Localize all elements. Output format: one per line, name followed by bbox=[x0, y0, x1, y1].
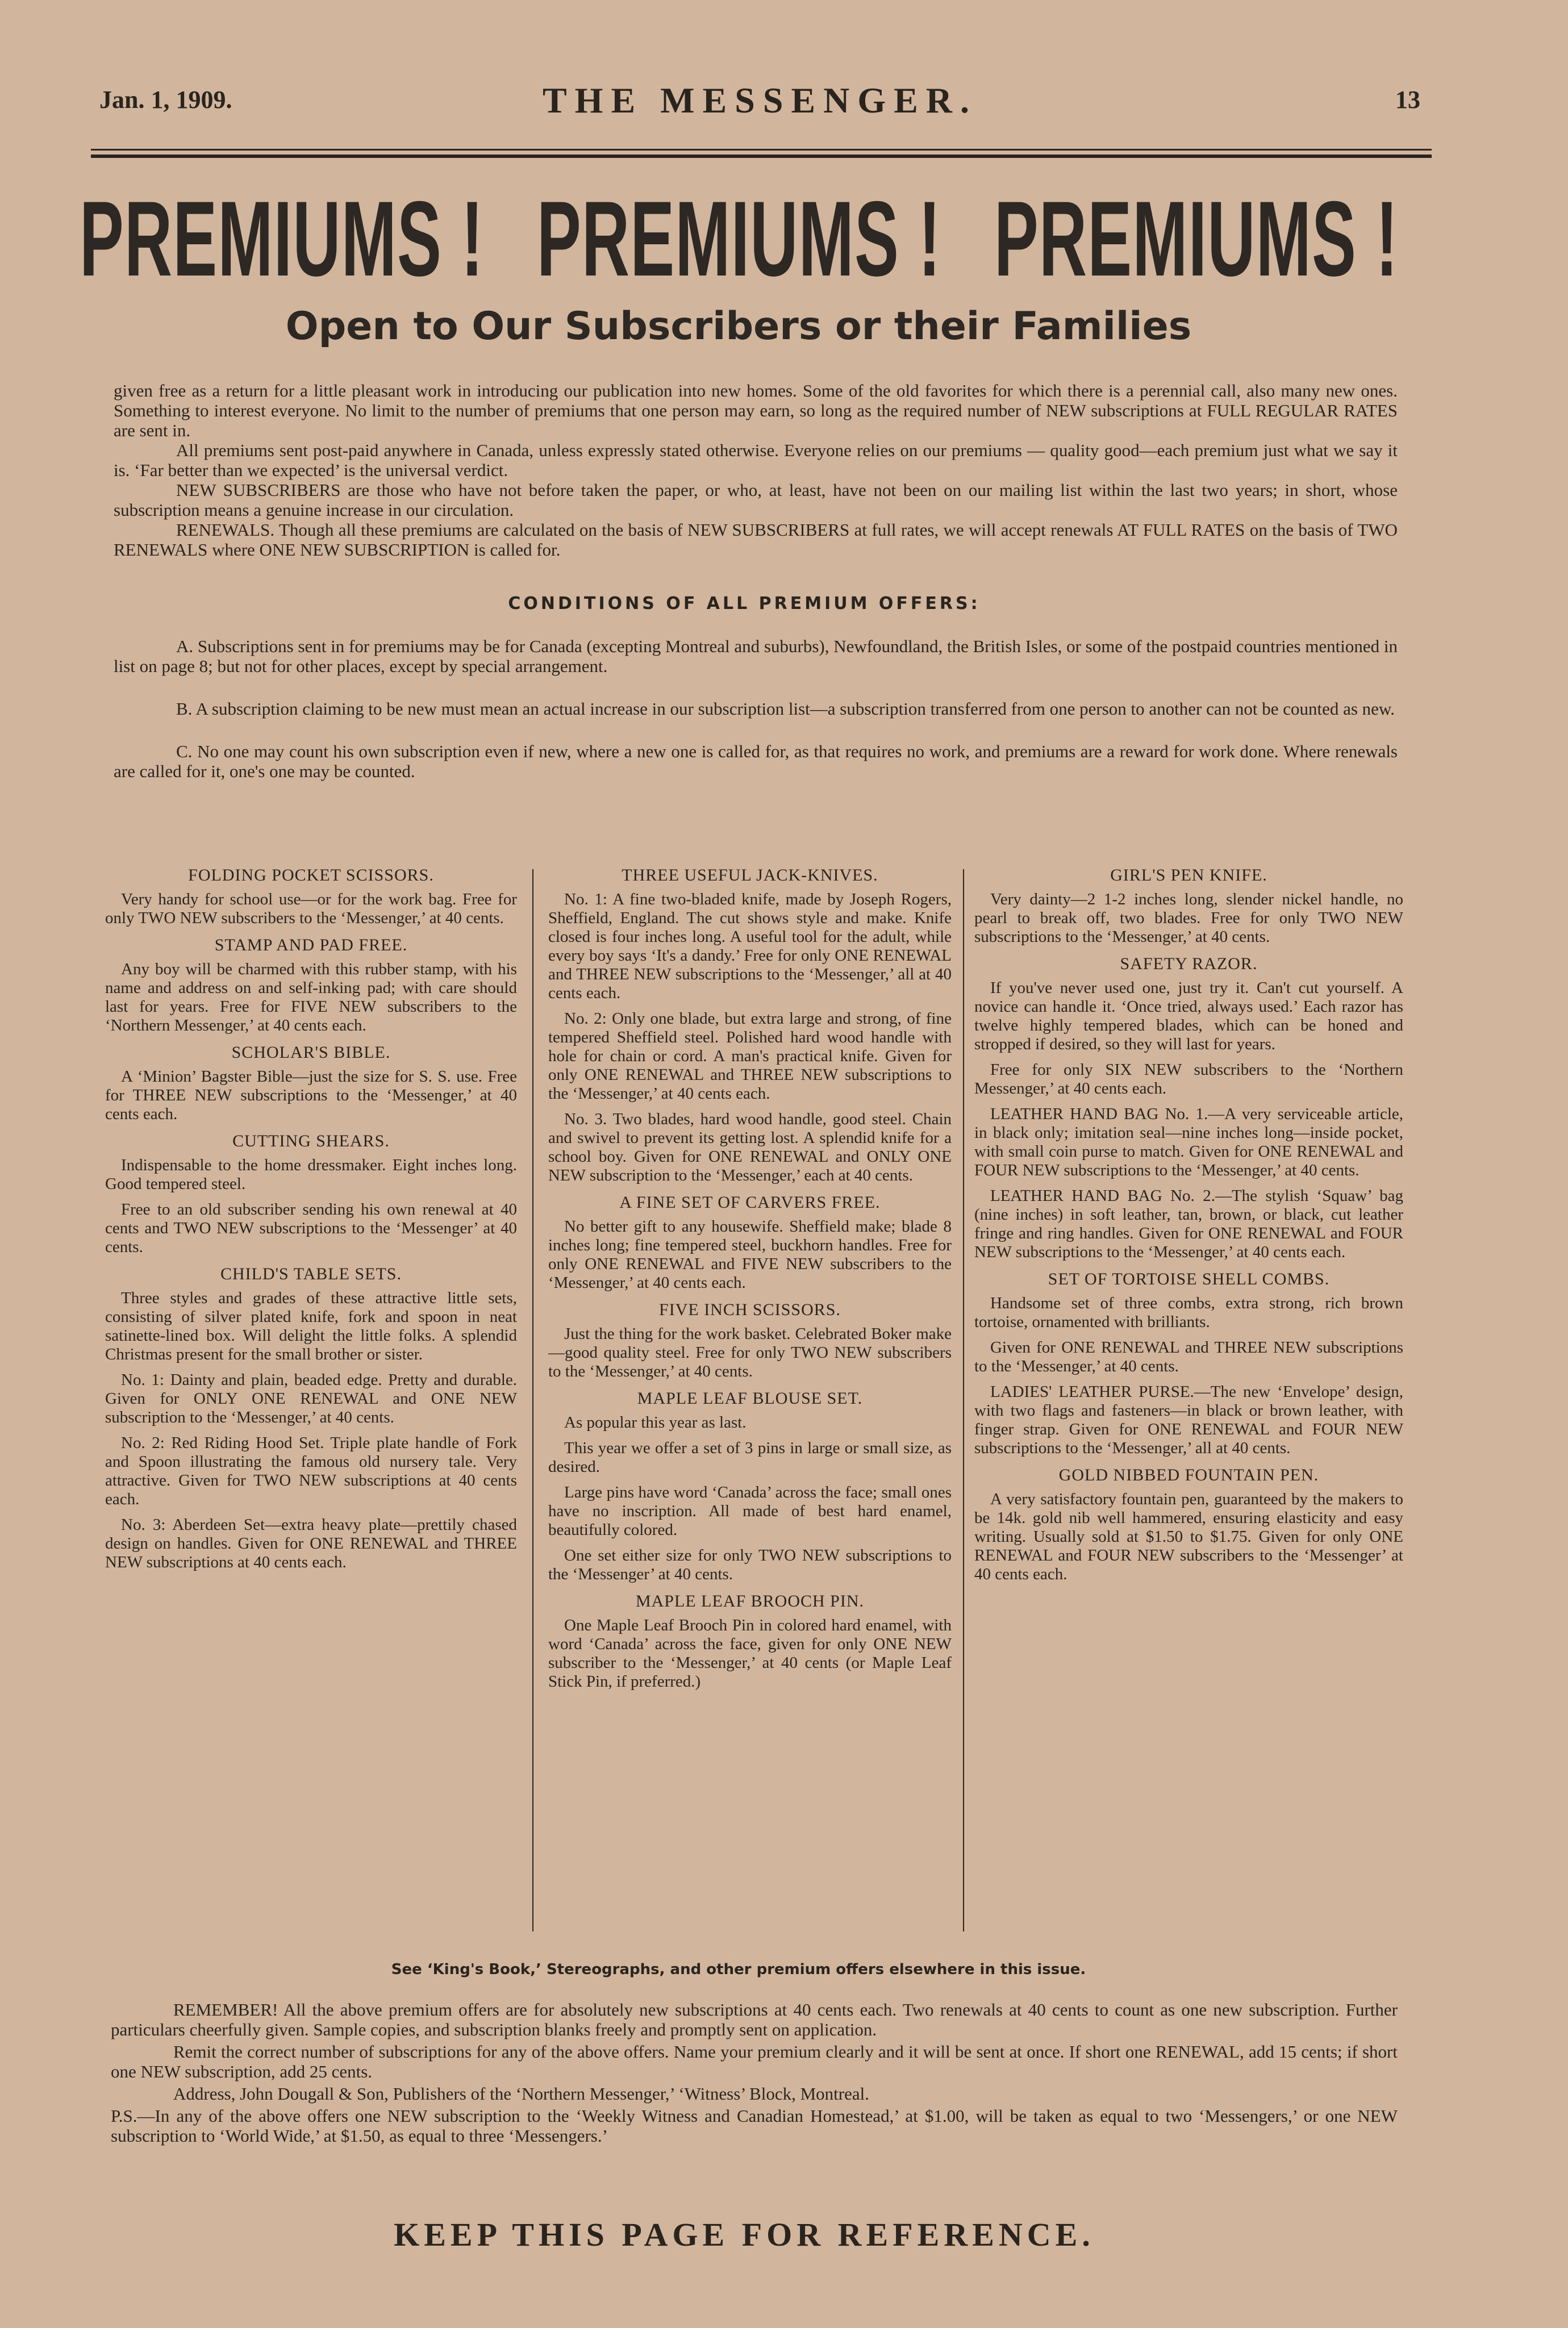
item-text: Free for only SIX NEW subscribers to the ‘Northern Messenger,’ at 40 cents each. bbox=[974, 1061, 1403, 1098]
banner-word-2: PREMIUMS ! bbox=[537, 179, 941, 298]
item-text: LEATHER HAND BAG No. 1.—A very serviceable article, in black only; imitation seal—nine inches long—inside pocket, with small coin purse to match. Given for ONE RENEWAL and FOUR NEW subscriptions to the ‘Messenger,’ at 40 cents. bbox=[974, 1105, 1403, 1179]
item-text: Free to an old subscriber sending his own renewal at 40 cents and TWO NEW subscriptions to the ‘Messenger’ at 40 cents. bbox=[105, 1200, 517, 1256]
item-title: MAPLE LEAF BROOCH PIN. bbox=[635, 1592, 865, 1611]
premiums-banner bbox=[80, 179, 1437, 298]
item-title: MAPLE LEAF BLOUSE SET. bbox=[637, 1389, 863, 1408]
item-title: FOLDING POCKET SCISSORS. bbox=[188, 866, 434, 885]
see-also-note: See ‘King's Book,’ Stereographs, and other premium offers elsewhere in this issue. bbox=[391, 1961, 1086, 1978]
item-title: SET OF TORTOISE SHELL COMBS. bbox=[1048, 1270, 1330, 1288]
item-text: No. 1: Dainty and plain, beaded edge. Pretty and durable. Given for ONLY ONE RENEWAL and ONE NEW subscription to the ‘Messenger,’ at 40 cents. bbox=[105, 1371, 517, 1426]
intro-text bbox=[114, 381, 1398, 560]
issue-date: Jan. 1, 1909. bbox=[99, 86, 232, 114]
column-2 bbox=[548, 858, 952, 1943]
column-divider bbox=[963, 869, 964, 1931]
closing-paragraph: P.S.—In any of the above offers one NEW subscription to the ‘Weekly Witness and Canadian Homestead,’ at $1.00, will be taken as equal to two ‘Messengers,’ or one NEW subscription to ‘World Wide,’ at $1.50, as equal to three ‘Messengers.’ bbox=[111, 2106, 1398, 2146]
item-title: SAFETY RAZOR. bbox=[1120, 954, 1258, 973]
item-text: One Maple Leaf Brooch Pin in colored hard enamel, with word ‘Canada’ across the face, given for only ONE NEW subscriber to the ‘Messenger,’ at 40 cents (or Maple Leaf Stick Pin, if preferred.) bbox=[548, 1616, 952, 1691]
item-text: No. 3: Aberdeen Set—extra heavy plate—prettily chased design on handles. Given for ONE RENEWAL and THREE NEW subscriptions at 40 cents each. bbox=[105, 1516, 517, 1571]
subtitle: Open to Our Subscribers or their Families bbox=[285, 304, 1192, 349]
item-title: GOLD NIBBED FOUNTAIN PEN. bbox=[1058, 1466, 1319, 1484]
item-text: Large pins have word ‘Canada’ across the face; small ones have no inscription. All made of best hard enamel, beautifully colored. bbox=[548, 1483, 952, 1539]
item-text: A ‘Minion’ Bagster Bible—just the size for S. S. use. Free for THREE NEW subscriptions to the ‘Messenger,’ at 40 cents each. bbox=[105, 1067, 517, 1123]
header-rule-thick bbox=[91, 155, 1432, 158]
condition-b: B. A subscription claiming to be new must mean an actual increase in our subscription list—a subscription transferred from one person to another can not be counted as new. bbox=[176, 699, 1395, 719]
banner-word-1: PREMIUMS ! bbox=[80, 179, 484, 298]
condition-a: A. Subscriptions sent in for premiums may be for Canada (excepting Montreal and suburbs), Newfoundland, the British Isles, or some of the postpaid countries mentioned in list on page 8; but not for other places, except by special arrangement. bbox=[114, 636, 1398, 676]
item-text: No. 3. Two blades, hard wood handle, good steel. Chain and swivel to prevent its getting lost. A splendid knife for a school boy. Given for ONE RENEWAL and ONLY ONE NEW subscription to the ‘Messenger,’ each at 40 cents. bbox=[548, 1110, 952, 1184]
column-divider bbox=[532, 869, 533, 1931]
condition-c: C. No one may count his own subscription even if new, where a new one is called for, as that requires no work, and premiums are a reward for work done. Where renewals are called for it, one's one may be counted. bbox=[114, 741, 1398, 781]
conditions-heading: CONDITIONS OF ALL PREMIUM OFFERS: bbox=[508, 594, 981, 614]
item-title: SCHOLAR'S BIBLE. bbox=[231, 1043, 391, 1062]
item-text: LEATHER HAND BAG No. 2.—The stylish ‘Squaw’ bag (nine inches) in soft leather, tan, brown, or black, cut leather fringe and ring handles. Given for ONE RENEWAL and FOUR NEW subscriptions to the ‘Messenger,’ at 40 cents each. bbox=[974, 1187, 1403, 1261]
column-1 bbox=[105, 858, 517, 1943]
item-title: CUTTING SHEARS. bbox=[232, 1132, 390, 1150]
item-title: A FINE SET OF CARVERS FREE. bbox=[619, 1193, 881, 1212]
item-title: THREE USEFUL JACK-KNIVES. bbox=[622, 866, 878, 885]
item-text: No. 2: Red Riding Hood Set. Triple plate handle of Fork and Spoon illustrating the famous old nursery tale. Very attractive. Given for TWO NEW subscriptions at 40 cents each. bbox=[105, 1434, 517, 1508]
item-text: Very handy for school use—or for the work bag. Free for only TWO NEW subscribers to the ‘Messenger,’ at 40 cents. bbox=[105, 890, 517, 927]
item-text: This year we offer a set of 3 pins in large or small size, as desired. bbox=[548, 1439, 952, 1476]
newspaper-title: THE MESSENGER. bbox=[542, 80, 978, 120]
item-title: STAMP AND PAD FREE. bbox=[214, 936, 408, 954]
item-title: CHILD'S TABLE SETS. bbox=[220, 1265, 402, 1283]
footer-banner: KEEP THIS PAGE FOR REFERENCE. bbox=[394, 2216, 1095, 2253]
item-text: Just the thing for the work basket. Celebrated Boker make—good quality steel. Free for only TWO NEW subscribers to the ‘Messenger,’ at 40 cents. bbox=[548, 1325, 952, 1380]
item-text: If you've never used one, just try it. Can't cut yourself. A novice can handle it. ‘Once tried, always used.’ Each razor has twelve highly tempered blades, which can be honed and stropped if desired, so they will last for years. bbox=[974, 979, 1403, 1053]
conditions-list bbox=[114, 636, 1398, 804]
item-text: No better gift to any housewife. Sheffield make; blade 8 inches long; fine tempered steel, buckhorn handles. Free for only ONE RENEWAL and FIVE NEW subscribers to the ‘Messenger,’ at 40 cents each. bbox=[548, 1217, 952, 1292]
header-rule-thin bbox=[91, 149, 1432, 151]
item-text: Any boy will be charmed with this rubber stamp, with his name and address on and self-inking pad; with care should last for years. Free for FIVE NEW subscribers to the ‘Northern Messenger,’ at 40 cents each. bbox=[105, 960, 517, 1034]
closing-paragraph: Remit the correct number of subscriptions for any of the above offers. Name your premium clearly and it will be sent at once. If short one RENEWAL, add 15 cents; if short one NEW subscription, add 25 cents. bbox=[111, 2042, 1398, 2081]
item-text: No. 1: A fine two-bladed knife, made by Joseph Rogers, Sheffield, England. The cut shows style and make. Knife closed is four inches long. A useful tool for the adult, while every boy says ‘It's a dandy.’ Free for only ONE RENEWAL and THREE NEW subscriptions to the ‘Messenger,’ all at 40 cents each. bbox=[548, 890, 952, 1002]
item-text: Handsome set of three combs, extra strong, rich brown tortoise, ornamented with brilliants. bbox=[974, 1294, 1403, 1331]
closing-text bbox=[111, 2000, 1398, 2148]
item-text: Given for ONE RENEWAL and THREE NEW subscriptions to the ‘Messenger,’ at 40 cents. bbox=[974, 1338, 1403, 1375]
intro-paragraph: given free as a return for a little pleasant work in introducing our publication into new homes. Some of the old favorites for which there is a perennial call, also many new ones. Something to interest everyone. No limit to the number of premiums that one person may earn, so long as the required number of NEW subscriptions at FULL REGULAR RATES are sent in. bbox=[114, 381, 1398, 440]
item-text: A very satisfactory fountain pen, guaranteed by the makers to be 14k. gold nib well hammered, ensuring elasticity and easy writing. Usually sold at $1.50 to $1.75. Given for only ONE RENEWAL and FOUR NEW subscribers to the ‘Messenger’ at 40 cents each. bbox=[974, 1490, 1403, 1583]
item-text: Three styles and grades of these attractive little sets, consisting of silver plated knife, fork and spoon in neat satinette-lined box. Will delight the little folks. A splendid Christmas present for the small brother or sister. bbox=[105, 1289, 517, 1363]
closing-paragraph: Address, John Dougall & Son, Publishers of the ‘Northern Messenger,’ ‘Witness’ Block, Montreal. bbox=[173, 2084, 869, 2104]
item-text: No. 2: Only one blade, but extra large and strong, of fine tempered Sheffield steel. Polished hard wood handle with hole for chain or cord. A man's practical knife. Given for only ONE RENEWAL and THREE NEW subscriptions to the ‘Messenger,’ at 40 cents each. bbox=[548, 1009, 952, 1103]
item-text: One set either size for only TWO NEW subscriptions to the ‘Messenger’ at 40 cents. bbox=[548, 1546, 952, 1583]
intro-paragraph: RENEWALS. Though all these premiums are calculated on the basis of NEW SUBSCRIBERS at full rates, we will accept renewals AT FULL RATES on the basis of TWO RENEWALS where ONE NEW SUBSCRIPTION is called for. bbox=[114, 520, 1398, 560]
page-header bbox=[99, 80, 1420, 131]
item-text: Very dainty—2 1-2 inches long, slender nickel handle, no pearl to break off, two blades. Free for only TWO NEW subscriptions to the ‘Messenger,’ at 40 cents. bbox=[974, 890, 1403, 946]
item-title: GIRL'S PEN KNIFE. bbox=[1110, 866, 1267, 885]
intro-paragraph: NEW SUBSCRIBERS are those who have not before taken the paper, or who, at least, have not been on our mailing list within the last two years; in short, whose subscription means a genuine increase in our circulation. bbox=[114, 480, 1398, 520]
item-text: LADIES' LEATHER PURSE.—The new ‘Envelope’ design, with two flags and fasteners—in black or brown leather, with finger strap. Given for ONE RENEWAL and FOUR NEW subscriptions to the ‘Messenger,’ all at 40 cents. bbox=[974, 1383, 1403, 1457]
column-3 bbox=[974, 858, 1403, 1943]
closing-paragraph: REMEMBER! All the above premium offers are for absolutely new subscriptions at 40 cents each. Two renewals at 40 cents to count as one new subscription. Further particulars cheerfully given. Sample copies, and subscription blanks freely and promptly sent on application. bbox=[111, 2000, 1398, 2039]
item-text: Indispensable to the home dressmaker. Eight inches long. Good tempered steel. bbox=[105, 1156, 517, 1193]
intro-paragraph: All premiums sent post-paid anywhere in Canada, unless expressly stated otherwise. Everyone relies on our premiums — quality good—each premium just what we say it is. ‘Far better than we expected’ is the universal verdict. bbox=[114, 440, 1398, 480]
item-title: FIVE INCH SCISSORS. bbox=[659, 1300, 841, 1319]
premium-columns bbox=[105, 858, 1403, 1943]
page-number: 13 bbox=[1395, 86, 1420, 114]
banner-word-3: PREMIUMS ! bbox=[994, 179, 1399, 298]
item-text: As popular this year as last. bbox=[564, 1413, 747, 1432]
